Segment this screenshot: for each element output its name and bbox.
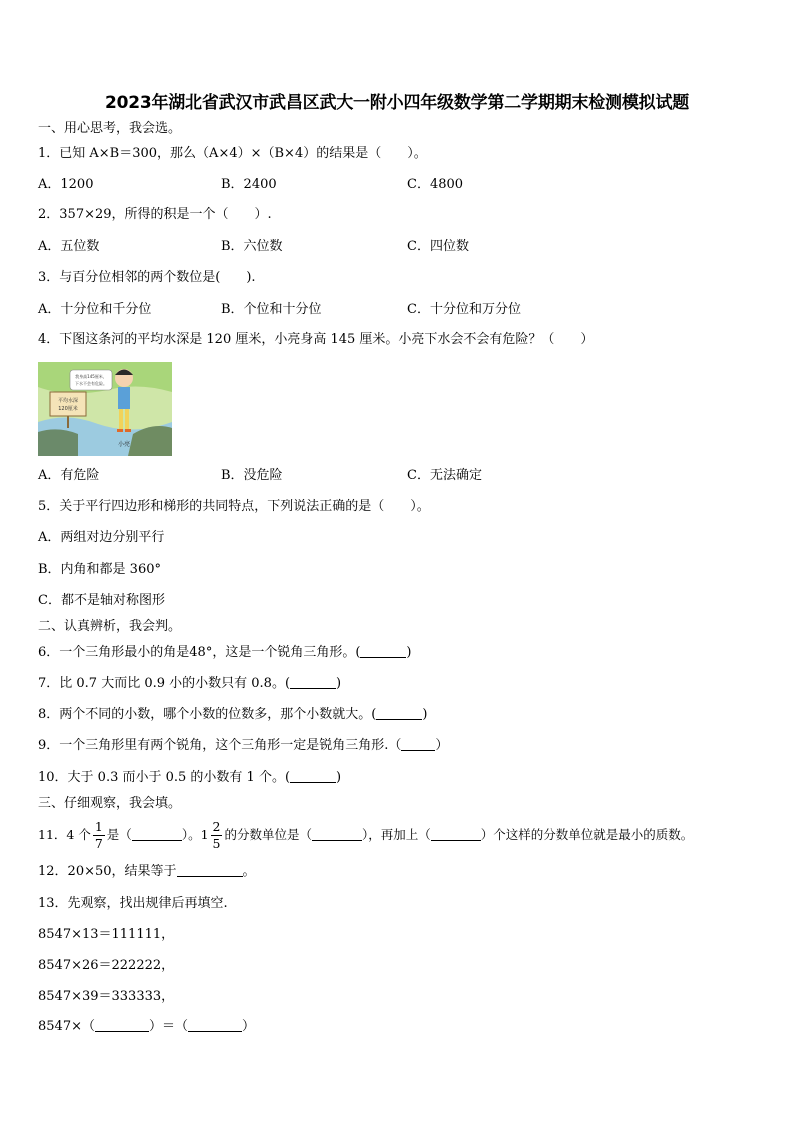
q3-option-c: C．十分位和万分位 (407, 302, 521, 317)
q8-answer-blank[interactable] (376, 705, 422, 720)
q5-option-a: A．两组对边分别平行 (38, 530, 165, 545)
q11-blank-3[interactable] (431, 826, 481, 841)
question-2: 2．357×29，所得的积是一个（ ）. (38, 207, 272, 222)
q2-option-a: A．五位数 (38, 239, 100, 254)
q5-option-b: B．内角和都是 360° (38, 562, 161, 577)
q11-blank-1[interactable] (132, 826, 182, 841)
q2-option-b: B．六位数 (221, 239, 283, 254)
question-1: 1．已知 A×B＝300，那么（A×4）×（B×4）的结果是（ ）。 (38, 146, 427, 161)
q13-line-3: 8547×39＝333333， (38, 989, 175, 1004)
question-12: 12．20×50，结果等于 。 (38, 864, 256, 879)
q13-blank-1[interactable] (95, 1017, 149, 1032)
question-5: 5．关于平行四边形和梯形的共同特点，下列说法正确的是（ ）。 (38, 499, 430, 514)
speech-bubble-line-2: 下水不会有危险。 (75, 381, 107, 386)
q4-option-a: A．有危险 (38, 468, 100, 483)
question-9: 9．一个三角形里有两个锐角，这个三角形一定是锐角三角形.（ ） (38, 738, 449, 753)
question-8: 8．两个不同的小数，哪个小数的位数多，那个小数就大。( ) (38, 707, 428, 722)
depth-sign-line-2: 120厘米 (58, 406, 78, 412)
speech-bubble (70, 370, 112, 390)
q1-option-a: A．1200 (38, 177, 94, 192)
fraction-two-fifths: $\frac{2}{5}$ (212, 819, 221, 851)
question-7: 7．比 0.7 大而比 0.9 小的小数只有 0.8。( ) (38, 676, 342, 691)
q3-option-a: A．十分位和千分位 (38, 302, 152, 317)
section-heading-3: 三、仔细观察，我会填。 (38, 796, 182, 811)
q13-line-2: 8547×26＝222222， (38, 958, 175, 973)
question-4: 4．下图这条河的平均水深是 120 厘米，小亮身高 145 厘米。小亮下水会不会有危险？（ ） (38, 332, 594, 347)
boy-name-label: 小亮 (117, 441, 131, 448)
depth-sign-line-1: 平均水深 (57, 398, 79, 404)
q6-answer-blank[interactable] (360, 643, 406, 658)
speech-bubble-line-1: 我身高145厘米， (75, 374, 107, 379)
q13-line-4: 8547×（ ）＝（ ） (38, 1019, 256, 1034)
question-3: 3．与百分位相邻的两个数位是( ). (38, 270, 256, 285)
q4-option-c: C．无法确定 (407, 468, 482, 483)
q1-option-b: B．2400 (221, 177, 277, 192)
q5-option-c: C．都不是轴对称图形 (38, 593, 165, 608)
river-illustration (38, 362, 172, 456)
question-13: 13．先观察，找出规律后再填空. (38, 896, 228, 911)
depth-sign (50, 392, 86, 416)
fraction-one-seventh: $\frac{1}{7}$ (94, 819, 103, 851)
question-11: 11．4 个 $\frac{1}{7}$ 是（ ）。1 $\frac{2}{5}$ 的分数单位是（ ），再加上（ ）个这样的分数单位就是最小的质数。 (38, 819, 694, 851)
q7-answer-blank[interactable] (290, 674, 336, 689)
section-heading-2: 二、认真辨析，我会判。 (38, 619, 182, 634)
q10-answer-blank[interactable] (290, 768, 336, 783)
q1-option-c: C．4800 (407, 177, 464, 192)
q2-option-c: C．四位数 (407, 239, 469, 254)
q12-answer-blank[interactable] (177, 862, 243, 877)
page-title: 2023年湖北省武汉市武昌区武大一附小四年级数学第二学期期末检测模拟试题 (104, 93, 690, 113)
q9-answer-blank[interactable] (401, 736, 435, 751)
q13-line-1: 8547×13＝111111， (38, 927, 175, 942)
section-heading-1: 一、用心思考，我会选。 (38, 121, 182, 136)
q3-option-b: B．个位和十分位 (221, 302, 322, 317)
q11-blank-2[interactable] (312, 826, 362, 841)
q13-blank-2[interactable] (188, 1017, 242, 1032)
question-6: 6．一个三角形最小的角是48°，这是一个锐角三角形。( ) (38, 645, 412, 660)
question-10: 10．大于 0.3 而小于 0.5 的小数有 1 个。( ) (38, 770, 342, 785)
q4-option-b: B．没危险 (221, 468, 283, 483)
